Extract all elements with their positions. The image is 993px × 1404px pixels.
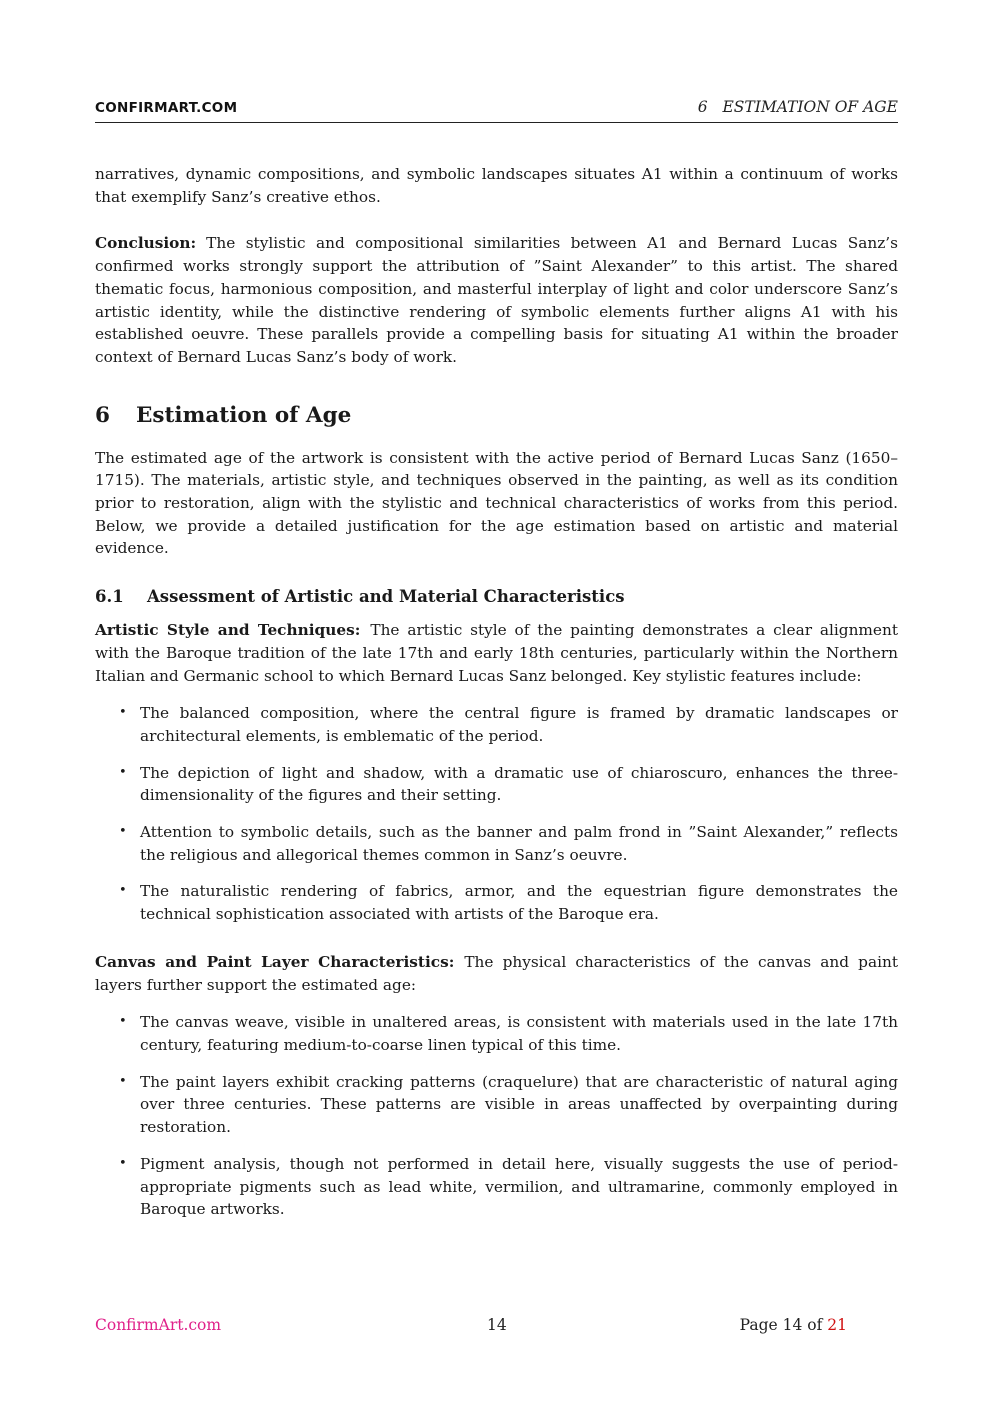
bullet-icon: •: [119, 705, 127, 721]
list-item: • The naturalistic rendering of fabrics, armor, and the equestrian figure demonstrates the technical sophistication associated with artists of the Baroque era.: [119, 882, 898, 924]
confirmart-logo: CONFIRMART.COM: [95, 100, 238, 116]
canvas-paint-list: [95, 1011, 898, 1221]
footer-page-number: 14: [487, 1316, 507, 1334]
page-total-link[interactable]: 21: [827, 1316, 847, 1334]
list-item: • The depiction of light and shadow, with a dramatic use of chiaroscuro, enhances the three-dimensionality of the figures and their setting.: [119, 763, 898, 805]
bullet-icon: •: [119, 764, 127, 780]
page-header: [95, 98, 898, 123]
subsection-title: Assessment of Artistic and Material Characteristics: [147, 587, 625, 607]
bullet-icon: •: [119, 1014, 127, 1030]
section-intro: The estimated age of the artwork is consistent with the active period of Bernard Lucas Sanz (1650–1715). The materials, artistic style, and techniques observed in the painting, as well as its condition prior to restoration, align with the stylistic and technical characteristics of works from this period. Below, we provide a detailed justification for the age estimation based on artistic and material evidence.: [95, 448, 898, 558]
canvas-paint-label: Canvas and Paint Layer Characteristics:: [95, 952, 455, 971]
conclusion-paragraph: [95, 232, 898, 368]
artistic-style-label: Artistic Style and Techniques:: [95, 621, 361, 640]
subsection-number: 6.1: [95, 587, 124, 607]
page-footer: [95, 1316, 847, 1338]
list-item: • Attention to symbolic details, such as the banner and palm frond in ”Saint Alexander,” reflects the religious and allegorical themes common in Sanz’s oeuvre.: [119, 823, 898, 864]
list-item: • Pigment analysis, though not performed in detail here, visually suggests the use of period-appropriate pigments such as lead white, vermilion, and ultramarine, commonly employed in Baroque artworks.: [119, 1154, 898, 1219]
bullet-icon: •: [119, 824, 127, 840]
footer-site-link[interactable]: ConfirmArt.com: [95, 1316, 222, 1334]
canvas-paint-text: The physical characteristics of the canvas and paint layers further support the estimated age:: [95, 952, 898, 994]
conclusion-label: Conclusion:: [95, 234, 197, 253]
artistic-style-text: The artistic style of the painting demonstrates a clear alignment with the Baroque tradition of the late 17th and early 18th centuries, particularly within the Northern Italian and Germanic school to which Bernard Lucas Sanz belonged. Key stylistic features include:: [95, 621, 898, 685]
running-head: 6 ESTIMATION OF AGE: [697, 98, 898, 116]
artistic-style-list: [95, 702, 898, 926]
conclusion-text: The stylistic and compositional similarities between A1 and Bernard Lucas Sanz’s confirmed works strongly support the attribution of ”Saint Alexander” to this artist. The shared thematic focus, harmonious composition, and masterful interplay of light and color underscore Sanz’s artistic identity, while the distinctive rendering of symbolic elements further aligns A1 with his established oeuvre. These parallels provide a compelling basis for situating A1 within the broader context of Bernard Lucas Sanz’s body of work.: [95, 234, 898, 366]
list-item: • The balanced composition, where the central figure is framed by dramatic landscapes or architectural elements, is emblematic of the period.: [119, 704, 898, 745]
canvas-paint-paragraph: [95, 951, 898, 996]
intro-paragraph: narratives, dynamic compositions, and symbolic landscapes situates A1 within a continuum of works that exemplify Sanz’s creative ethos.: [95, 165, 898, 206]
section-title: Estimation of Age: [136, 402, 352, 428]
page-count-prefix: Page 14 of: [739, 1316, 828, 1334]
bullet-icon: •: [119, 883, 127, 899]
section-heading: [95, 402, 898, 430]
footer-page-count: [740, 1316, 847, 1334]
page-content: [95, 163, 898, 1221]
section-number: 6: [95, 402, 110, 428]
bullet-icon: •: [119, 1073, 127, 1089]
subsection-heading: [95, 585, 898, 609]
list-item: • The canvas weave, visible in unaltered areas, is consistent with materials used in the late 17th century, featuring medium-to-coarse linen typical of this time.: [119, 1013, 898, 1054]
bullet-icon: •: [119, 1155, 127, 1171]
artistic-style-paragraph: [95, 619, 898, 687]
list-item: • The paint layers exhibit cracking patterns (craquelure) that are characteristic of natural aging over three centuries. These patterns are visible in areas unaffected by overpainting during restoration.: [119, 1072, 898, 1137]
